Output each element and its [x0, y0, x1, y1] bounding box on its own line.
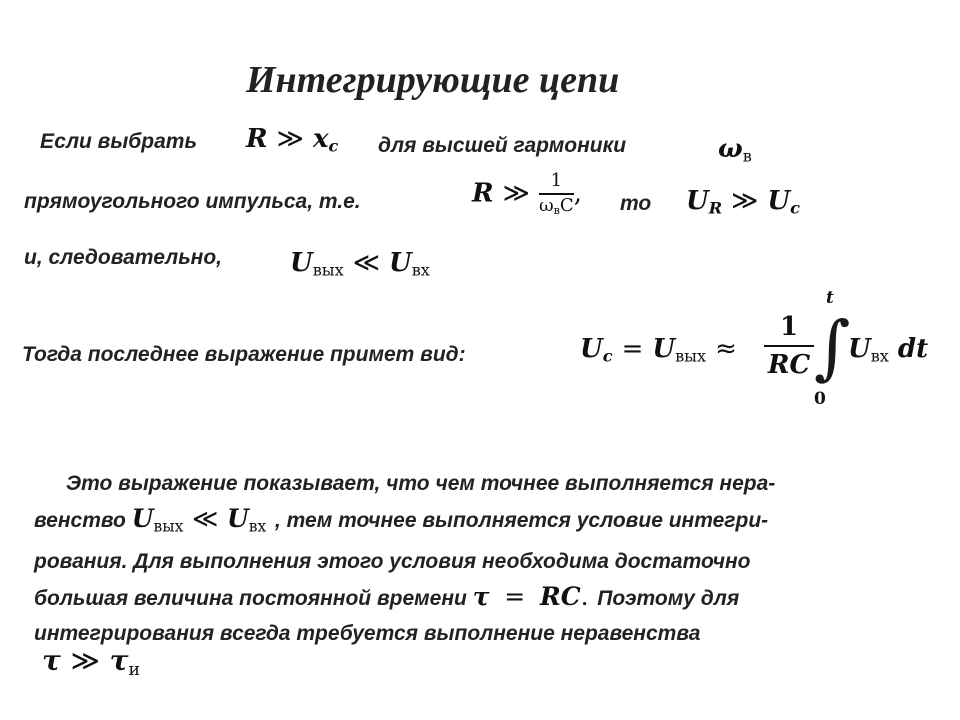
integral-upper-limit: t [826, 288, 834, 308]
subscript-c: c [328, 136, 339, 156]
formula-uvh-dt: $U_{вх}$ dt [848, 334, 929, 366]
subscript-r: R [708, 198, 723, 218]
numerator: 1 [550, 170, 563, 191]
paragraph-line-2: венство $U_{вых}$ ≪ $U_{вх}$ , тем точнее выполняется условие интегри- [34, 504, 769, 536]
formula-omega-v [718, 134, 752, 166]
text-then: то [620, 192, 652, 215]
formula-r-gg-1-over-omega-c [472, 172, 582, 217]
text-consequently: и, следовательно, [24, 246, 223, 269]
formula-uc-integral: $U_c = U_{вых}$ ≈ [580, 334, 737, 366]
subscript-c: c [790, 198, 800, 218]
symbol-ll: ≪ [352, 248, 380, 278]
text-if-choose: Если выбрать [40, 130, 197, 153]
subscript-c: c [602, 346, 613, 366]
paragraph-line-3: рования. Для выполнения этого условия необходима достаточно [34, 550, 751, 574]
symbol-r: R [246, 124, 268, 154]
fraction-1-over-omega-c [539, 172, 574, 217]
symbol-gg: ≫ [731, 186, 759, 216]
subscript-vyh: вых [312, 260, 344, 280]
subscript-vh: вх [411, 260, 430, 280]
denominator: $\omega_вC$ [538, 194, 574, 217]
text-rect-pulse: прямоугольного импульса, т.е. [24, 190, 361, 213]
formula-tau-gg-tau-i: τ ≫ $\tau_и$ [42, 644, 141, 680]
numerator-1: 1 [779, 312, 799, 342]
symbol-x: x [312, 124, 329, 154]
page-title: Интегрирующие цепи [246, 59, 620, 101]
fraction-1-over-rc [764, 312, 814, 380]
integral-lower-limit: 0 [814, 389, 826, 409]
formula-uvyh-ll-uvh-inline: $U_{вых}$ ≪ $U_{вх}$ [131, 504, 267, 536]
subscript-v: в [742, 146, 752, 166]
symbol-gg: ≫ [502, 178, 530, 209]
explanation-paragraph [34, 466, 934, 651]
symbol-omega: ω [718, 134, 743, 164]
paragraph-line-5: интегрирования всегда требуется выполнение неравенства [34, 622, 701, 646]
text-then-last-expression: Тогда последнее выражение примет вид: [22, 343, 466, 366]
symbol-r: R [472, 178, 494, 209]
formula-r-gg-xc [246, 124, 338, 156]
paragraph-line-4: большая величина постоянной времени τ = RC. Поэтому для [34, 582, 740, 612]
subscript-vyh: вых [675, 346, 707, 366]
formula-tau-eq-rc: τ = RC. [472, 582, 589, 612]
symbol-eq: = [621, 334, 644, 364]
integral-sign: ∫ [814, 306, 851, 388]
paragraph-line-1: Это выражение показывает, что чем точнее выполняется нера- [66, 472, 776, 495]
formula-ur-gg-uc: $U_R$ ≫ $U_c$ [686, 186, 800, 218]
comma: , [573, 178, 582, 209]
denominator-rc: RC [767, 350, 811, 380]
subscript-i: и [128, 659, 141, 680]
formula-uvyh-ll-uvh: $U_{вых}$ ≪ $U_{вх}$ [290, 248, 430, 280]
subscript-vh: вх [870, 346, 889, 366]
symbol-approx: ≈ [715, 334, 737, 364]
symbol-gg: ≫ [276, 124, 304, 154]
symbol-dt: dt [897, 334, 929, 364]
fraction-bar [764, 345, 814, 347]
text-for-highest-harmonic: для высшей гармоники [378, 134, 627, 157]
symbol-gg: ≫ [70, 644, 100, 677]
